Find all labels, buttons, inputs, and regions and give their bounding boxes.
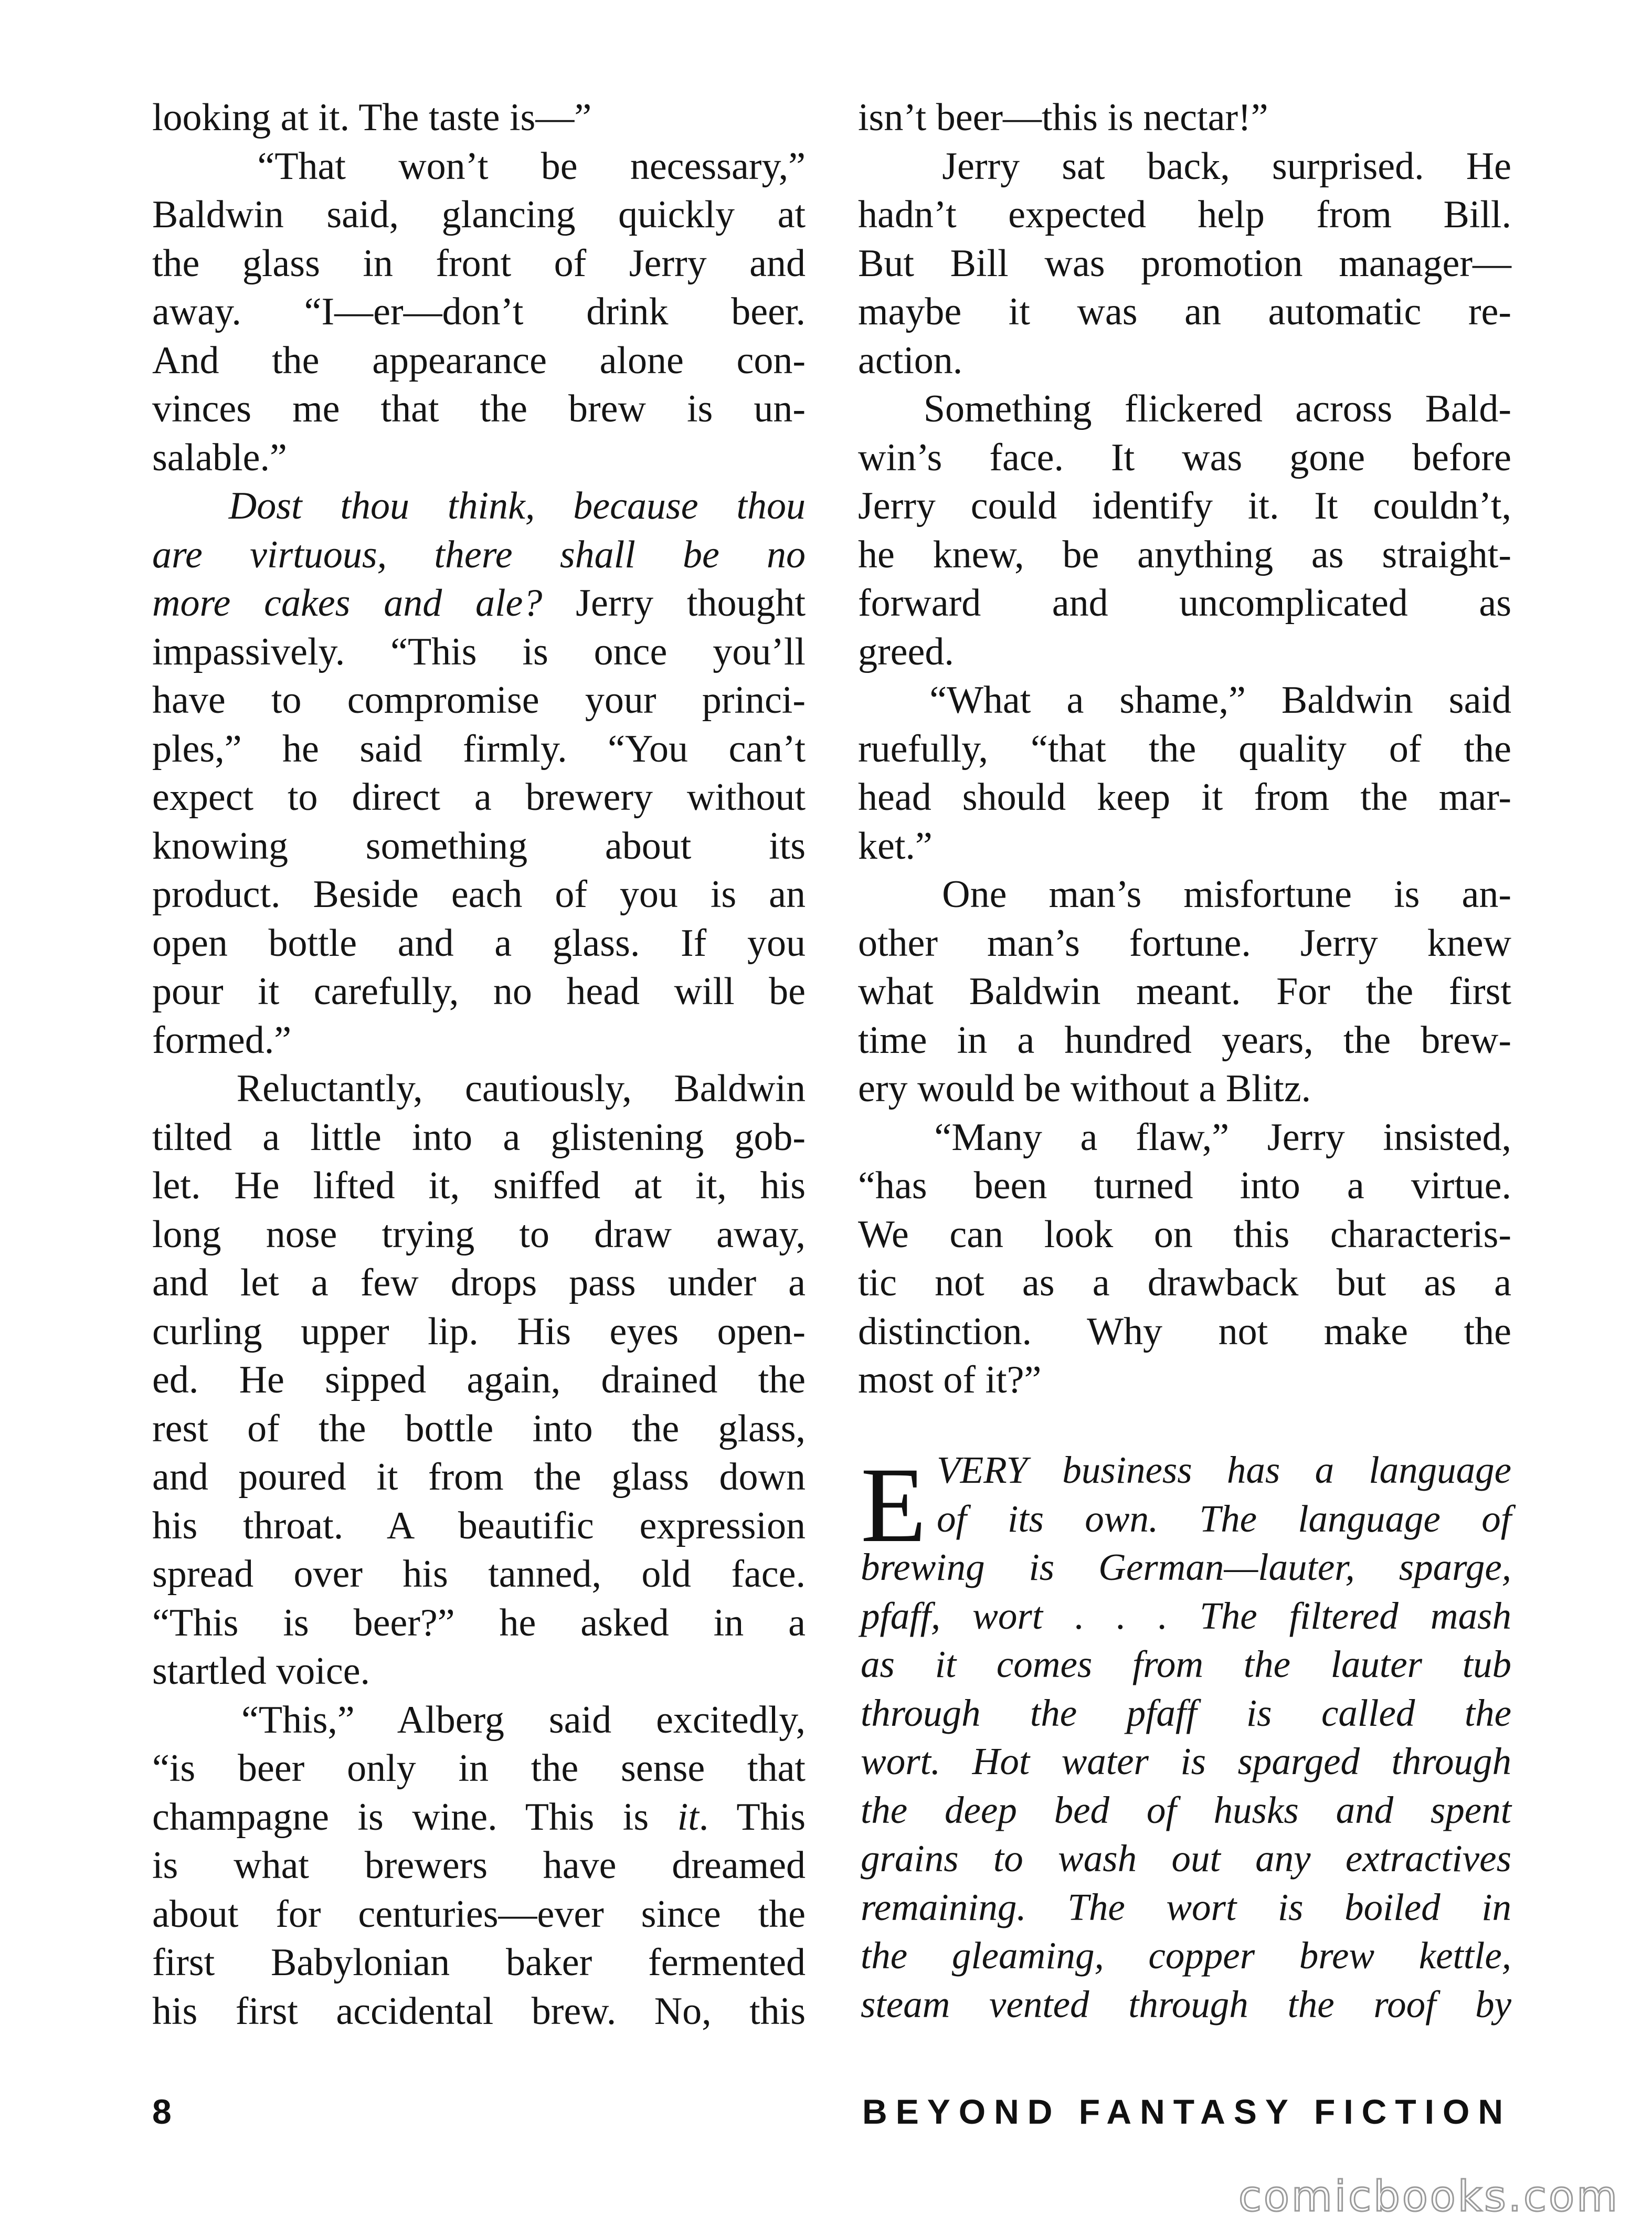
text-line: what Baldwin meant. For the first: [858, 970, 1511, 1013]
text-line: win’s face. It was gone before: [858, 436, 1511, 479]
italic-text-line: of its own. The language of: [937, 1497, 1511, 1540]
text-line: salable.”: [152, 436, 287, 479]
text-line: let. He lifted it, sniffed at it, his: [152, 1164, 806, 1207]
text-line: about for centuries—ever since the: [152, 1892, 806, 1936]
italic-text-line: brewing is German—lauter, sparge,: [861, 1546, 1511, 1588]
text-line: champagne is wine. This is it. This: [152, 1795, 806, 1839]
text-line: Baldwin said, glancing quickly at: [152, 193, 806, 236]
text-line: are virtuous, there shall be no: [152, 533, 806, 576]
text-line: One man’s misfortune is an-: [858, 873, 1511, 916]
italic-text-line: steam vented through the roof by: [861, 1982, 1511, 2026]
left-text-column: [152, 93, 806, 2035]
text-line: ket.”: [858, 824, 933, 868]
text-line: Jerry sat back, surprised. He: [858, 144, 1511, 188]
text-line: curling upper lip. His eyes open-: [152, 1310, 806, 1353]
text-line: “That won’t be necessary,”: [152, 144, 806, 188]
text-line: is what brewers have dreamed: [152, 1844, 806, 1887]
text-line: other man’s fortune. Jerry knew: [858, 921, 1511, 965]
text-line: greed.: [858, 630, 954, 673]
text-line: “is beer only in the sense that: [152, 1747, 806, 1790]
text-line: pour it carefully, no head will be: [152, 970, 806, 1013]
text-line: and let a few drops pass under a: [152, 1261, 806, 1304]
text-line: formed.”: [152, 1018, 292, 1062]
italic-text-line: the deep bed of husks and spent: [861, 1788, 1511, 1831]
text-line: tilted a little into a glistening gob-: [152, 1115, 806, 1159]
italic-text-line: remaining. The wort is boiled in: [861, 1885, 1511, 1928]
text-line: time in a hundred years, the brew-: [858, 1018, 1511, 1062]
text-line: “This,” Alberg said excitedly,: [152, 1698, 806, 1742]
text-line: “has been turned into a virtue.: [858, 1164, 1511, 1207]
text-line: Reluctantly, cautiously, Baldwin: [152, 1067, 806, 1110]
drop-cap-letter: E: [861, 1446, 927, 1565]
text-line: first Babylonian baker fermented: [152, 1941, 806, 1984]
text-line: Dost thou think, because thou: [152, 484, 806, 528]
italic-text-line: through the pfaff is called the: [861, 1691, 1511, 1734]
text-line: the glass in front of Jerry and: [152, 241, 806, 285]
text-line: looking at it. The taste is—”: [152, 96, 592, 139]
text-line: Something flickered across Bald-: [858, 387, 1511, 430]
italic-text-line: pfaff, wort . . . The filtered mash: [861, 1594, 1511, 1637]
text-line: knowing something about its: [152, 824, 806, 868]
text-line: “This is beer?” he asked in a: [152, 1601, 806, 1644]
text-line: more cakes and ale? Jerry thought: [152, 582, 806, 625]
text-line: action.: [858, 339, 963, 382]
italic-text-line: VERY business has a language: [937, 1449, 1511, 1491]
text-line: startled voice.: [152, 1650, 370, 1693]
text-line: ruefully, “that the quality of the: [858, 727, 1511, 771]
text-line: he knew, be anything as straight-: [858, 533, 1511, 576]
text-line: We can look on this characteris-: [858, 1212, 1511, 1256]
text-line: maybe it was an automatic re-: [858, 290, 1511, 333]
text-line: most of it?”: [858, 1358, 1042, 1401]
right-text-column: [858, 93, 1511, 1405]
text-line: spread over his tanned, old face.: [152, 1553, 806, 1596]
text-line: ed. He sipped again, drained the: [152, 1358, 806, 1401]
text-line: Jerry could identify it. It couldn’t,: [858, 484, 1511, 528]
text-line: forward and uncomplicated as: [858, 582, 1511, 625]
text-line: head should keep it from the mar-: [858, 776, 1511, 819]
page-number: 8: [152, 2092, 172, 2131]
text-line: long nose trying to draw away,: [152, 1212, 806, 1256]
text-line: impassively. “This is once you’ll: [152, 630, 806, 673]
text-line: his first accidental brew. No, this: [152, 1989, 806, 2033]
text-line: distinction. Why not make the: [858, 1310, 1511, 1353]
watermark-text: comicbooks.com: [1238, 2172, 1620, 2221]
text-line: and poured it from the glass down: [152, 1455, 806, 1499]
italic-section-intro: [861, 1446, 1511, 2029]
text-line: But Bill was promotion manager—: [858, 241, 1511, 285]
text-line: And the appearance alone con-: [152, 339, 806, 382]
text-line: product. Beside each of you is an: [152, 873, 806, 916]
text-line: ery would be without a Blitz.: [858, 1067, 1311, 1110]
italic-text-line: grains to wash out any extractives: [861, 1837, 1511, 1880]
text-line: ples,” he said firmly. “You can’t: [152, 727, 806, 771]
text-line: have to compromise your princi-: [152, 679, 806, 722]
magazine-title: BEYOND FANTASY FICTION: [862, 2092, 1511, 2131]
text-line: rest of the bottle into the glass,: [152, 1407, 806, 1450]
text-line: open bottle and a glass. If you: [152, 921, 806, 965]
text-line: away. “I—er—don’t drink beer.: [152, 290, 806, 333]
text-line: his throat. A beautific expression: [152, 1504, 806, 1547]
text-line: “Many a flaw,” Jerry insisted,: [858, 1115, 1511, 1159]
italic-text-line: wort. Hot water is sparged through: [861, 1740, 1511, 1783]
text-line: hadn’t expected help from Bill.: [858, 193, 1511, 236]
italic-text-line: the gleaming, copper brew kettle,: [861, 1934, 1511, 1977]
italic-text-line: as it comes from the lauter tub: [861, 1643, 1511, 1685]
text-line: tic not as a drawback but as a: [858, 1261, 1511, 1304]
text-line: vinces me that the brew is un-: [152, 387, 806, 430]
text-line: expect to direct a brewery without: [152, 776, 806, 819]
text-line: isn’t beer—this is nectar!”: [858, 96, 1268, 139]
text-line: “What a shame,” Baldwin said: [858, 679, 1511, 722]
